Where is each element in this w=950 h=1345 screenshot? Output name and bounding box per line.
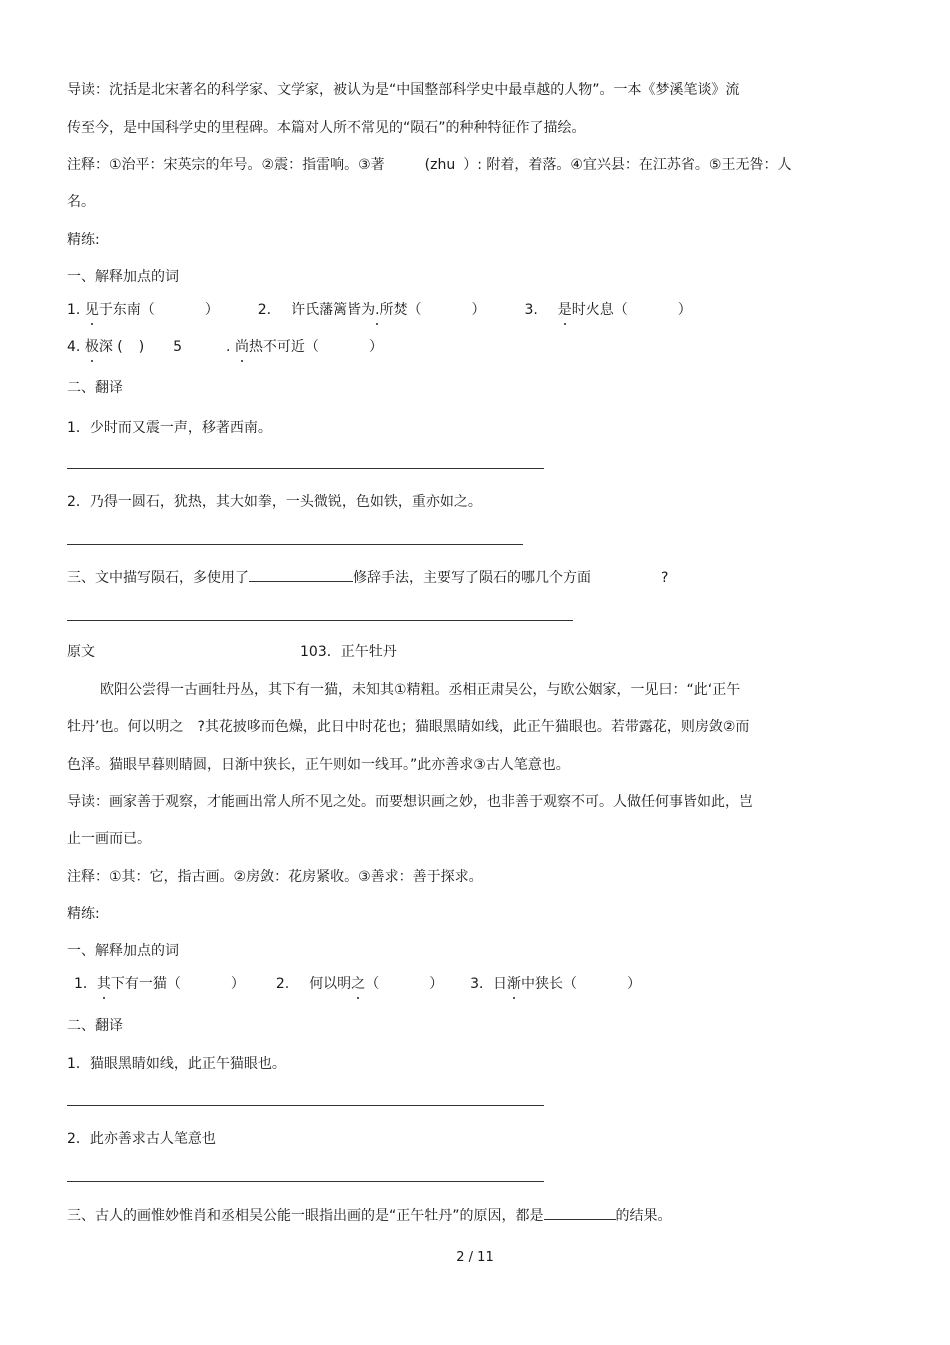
q1-row-1 xyxy=(67,300,692,320)
q3-line: 三、古人的画惟妙惟肖和丞相吴公能一眼指出画的是“正午牡丹”的原因，都是 的结果。 xyxy=(67,1205,672,1226)
q1-item-1: 1. 见于东南（ ） xyxy=(67,302,219,318)
section-title: 103．正午牡丹 xyxy=(300,644,397,660)
fill-blank[interactable] xyxy=(249,567,353,582)
q2-sentence-1: 1．猫眼黑睛如线，此正午猫眼也。 xyxy=(67,1056,286,1072)
q1-row xyxy=(74,974,641,994)
text-line-3: 色泽。猫眼早暮则睛圆，日渐中狭长，正午则如一线耳。”此亦善求③古人笔意也。 xyxy=(67,757,570,773)
q2-title: 二、翻译 xyxy=(67,380,123,396)
zhushi-text-b: ）: 附着，着落。④宜兴县：在江苏省。⑤王无咎：人 xyxy=(463,157,792,173)
fill-blank[interactable] xyxy=(544,1205,616,1220)
dotted-char: 见 xyxy=(84,302,99,318)
daodu-line-1: 导读：画家善于观察，才能画出常人所不见之处。而要想识画之妙，也非善于观察不可。人做任何事皆如此，岂 xyxy=(67,794,753,810)
dotted-char: 其 xyxy=(96,976,111,992)
daodu-line-2: 止一画而已。 xyxy=(67,831,151,847)
q1-item-2: 2. 许氏藩篱皆为.所焚（ ） xyxy=(257,302,486,318)
jinglian-label: 精练: xyxy=(67,906,100,922)
q1-item-3: 3. 是时火息（ ） xyxy=(524,302,692,318)
dotted-char: 极 xyxy=(84,339,99,355)
answer-blank-line[interactable] xyxy=(67,1181,544,1182)
dotted-char: . xyxy=(375,302,380,318)
zhushi-line-2: 名。 xyxy=(67,194,95,210)
text-line-1: 欧阳公尝得一古画牡丹丛，其下有一猫，未知其①精粗。丞相正肃吴公，与欧公姻家，一见曰：“此‘正午 xyxy=(100,682,741,698)
q2-sentence-1: 1．少时而又震一声，移著西南。 xyxy=(67,420,272,436)
q2-sentence-2: 2．乃得一圆石，犹热，其大如拳，一头微锐，色如铁，重亦如之。 xyxy=(67,494,482,510)
zhushi-line: 注释：①其：它，指古画。②房敛：花房紧收。③善求：善于探求。 xyxy=(67,869,483,885)
dotted-char: 是 xyxy=(557,302,572,318)
zhushi-line-1 xyxy=(67,155,792,175)
q3-line: 三、文中描写陨石，多使用了 修辞手法，主要写了陨石的哪几个方面 ? xyxy=(67,567,668,588)
answer-blank-line[interactable] xyxy=(67,544,523,545)
q1-item-3: 3．日渐中狭长（ ） xyxy=(470,976,642,992)
q1-title: 一、解释加点的词 xyxy=(67,269,179,285)
answer-blank-line[interactable] xyxy=(67,468,544,469)
daodu-line-1: 导读：沈括是北宋著名的科学家、文学家，被认为是“中国整部科学史中最卓越的人物”。一本《梦溪笔谈》流 xyxy=(67,82,740,98)
jinglian-label: 精练: xyxy=(67,232,100,248)
answer-blank-line[interactable] xyxy=(67,620,573,621)
zhushi-pinyin: (zhu xyxy=(424,157,456,173)
page-number: 2 / 11 xyxy=(456,1250,494,1265)
answer-blank-line[interactable] xyxy=(67,1105,544,1106)
dotted-char: 渐 xyxy=(507,976,522,992)
q1-item-5: 5 . 尚热不可近（ ） xyxy=(173,339,383,355)
q1-row-2 xyxy=(67,337,383,357)
daodu-line-2: 传至今，是中国科学史的里程碑。本篇对人所不常见的“陨石”的种种特征作了描绘。 xyxy=(67,120,586,136)
q2-sentence-2: 2．此亦善求古人笔意也 xyxy=(67,1131,216,1147)
q1-item-4: 4. 极深 ( ) xyxy=(67,339,145,355)
q1-item-2: 2. 何以明之（ ） xyxy=(275,976,444,992)
q1-item-1: 1．其下有一猫（ ） xyxy=(74,976,245,992)
zhushi-text-a: 注释：①治平：宋英宗的年号。②震：指雷响。③著 xyxy=(67,157,385,173)
yuanwen-label: 原文 xyxy=(67,644,95,660)
text-line-2: 牡丹’也。何以明之 ?其花披哆而色燥，此日中时花也；猫眼黑睛如线，此正午猫眼也。若带露花，则房敛②而 xyxy=(67,719,750,735)
dotted-char: 尚 xyxy=(234,339,249,355)
dotted-char: 之 xyxy=(351,976,366,992)
q2-title: 二、翻译 xyxy=(67,1018,123,1034)
q1-title: 一、解释加点的词 xyxy=(67,943,179,959)
